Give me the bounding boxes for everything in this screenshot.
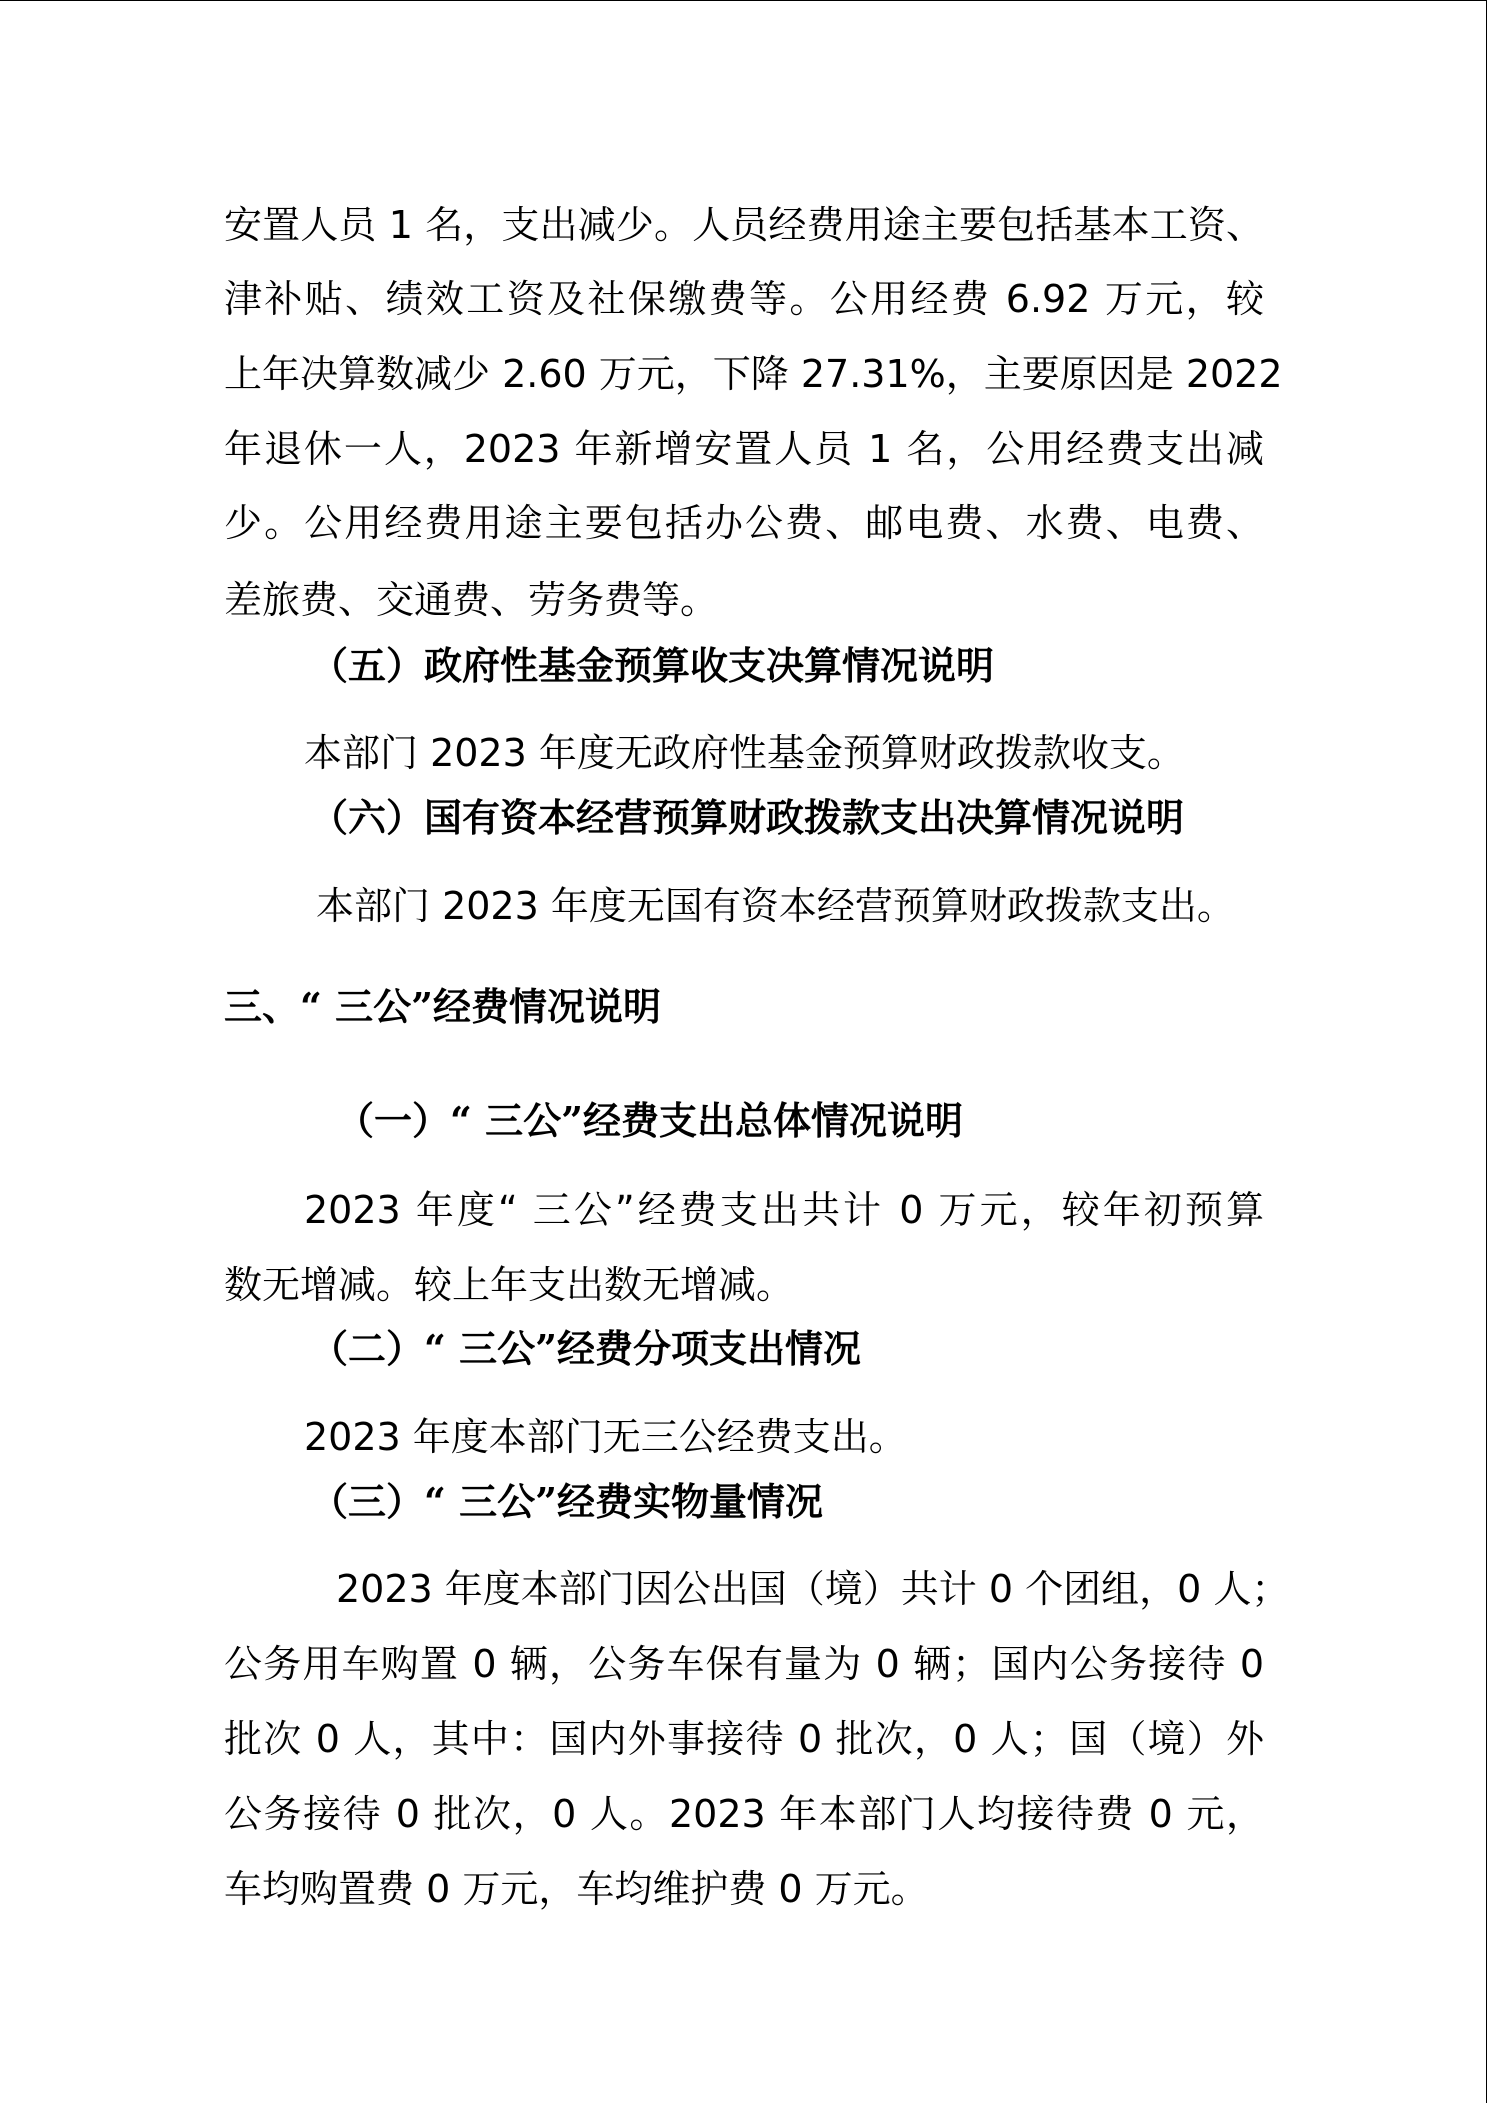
paragraph-line: 津补贴、绩效工资及社保缴费等。公用经费 6.92 万元，较: [224, 277, 1264, 321]
section-heading: （六）国有资本经营预算财政拨款支出决算情况说明: [310, 795, 1185, 840]
subsection-heading: （三）“ 三公”经费实物量情况: [310, 1479, 823, 1524]
section-heading: （五）政府性基金预算收支决算情况说明: [310, 643, 995, 688]
paragraph-line: 上年决算数减少 2.60 万元，下降 27.31%，主要原因是 2022: [224, 352, 1283, 396]
paragraph-line: 数无增减。较上年支出数无增减。: [224, 1263, 795, 1307]
subsection-heading: （一）“ 三公”经费支出总体情况说明: [336, 1098, 963, 1143]
paragraph-line: 公务接待 0 批次，0 人。2023 年本部门人均接待费 0 元，: [224, 1792, 1264, 1836]
paragraph-line: 批次 0 人，其中：国内外事接待 0 批次，0 人；国（境）外: [224, 1717, 1264, 1761]
section-text: 本部门 2023 年度无国有资本经营预算财政拨款支出。: [316, 884, 1235, 928]
paragraph-line: 2023 年度“ 三公”经费支出共计 0 万元，较年初预算: [304, 1188, 1264, 1232]
section-text: 本部门 2023 年度无政府性基金预算财政拨款收支。: [304, 731, 1185, 775]
paragraph-line: 2023 年度本部门无三公经费支出。: [304, 1415, 907, 1459]
paragraph-line: 车均购置费 0 万元，车均维护费 0 万元。: [224, 1867, 929, 1911]
paragraph-line: 年退休一人，2023 年新增安置人员 1 名，公用经费支出减: [224, 427, 1264, 471]
paragraph-line: 安置人员 1 名，支出减少。人员经费用途主要包括基本工资、: [224, 203, 1264, 247]
subsection-heading: （二）“ 三公”经费分项支出情况: [310, 1326, 861, 1371]
paragraph-line: 差旅费、交通费、劳务费等。: [224, 578, 719, 622]
paragraph-line: 公务用车购置 0 辆，公务车保有量为 0 辆；国内公务接待 0: [224, 1642, 1264, 1686]
paragraph-line: 2023 年度本部门因公出国（境）共计 0 个团组，0 人；: [336, 1567, 1290, 1611]
part-heading: 三、“ 三公”经费情况说明: [224, 984, 661, 1029]
paragraph-line: 少。公用经费用途主要包括办公费、邮电费、水费、电费、: [224, 501, 1264, 545]
